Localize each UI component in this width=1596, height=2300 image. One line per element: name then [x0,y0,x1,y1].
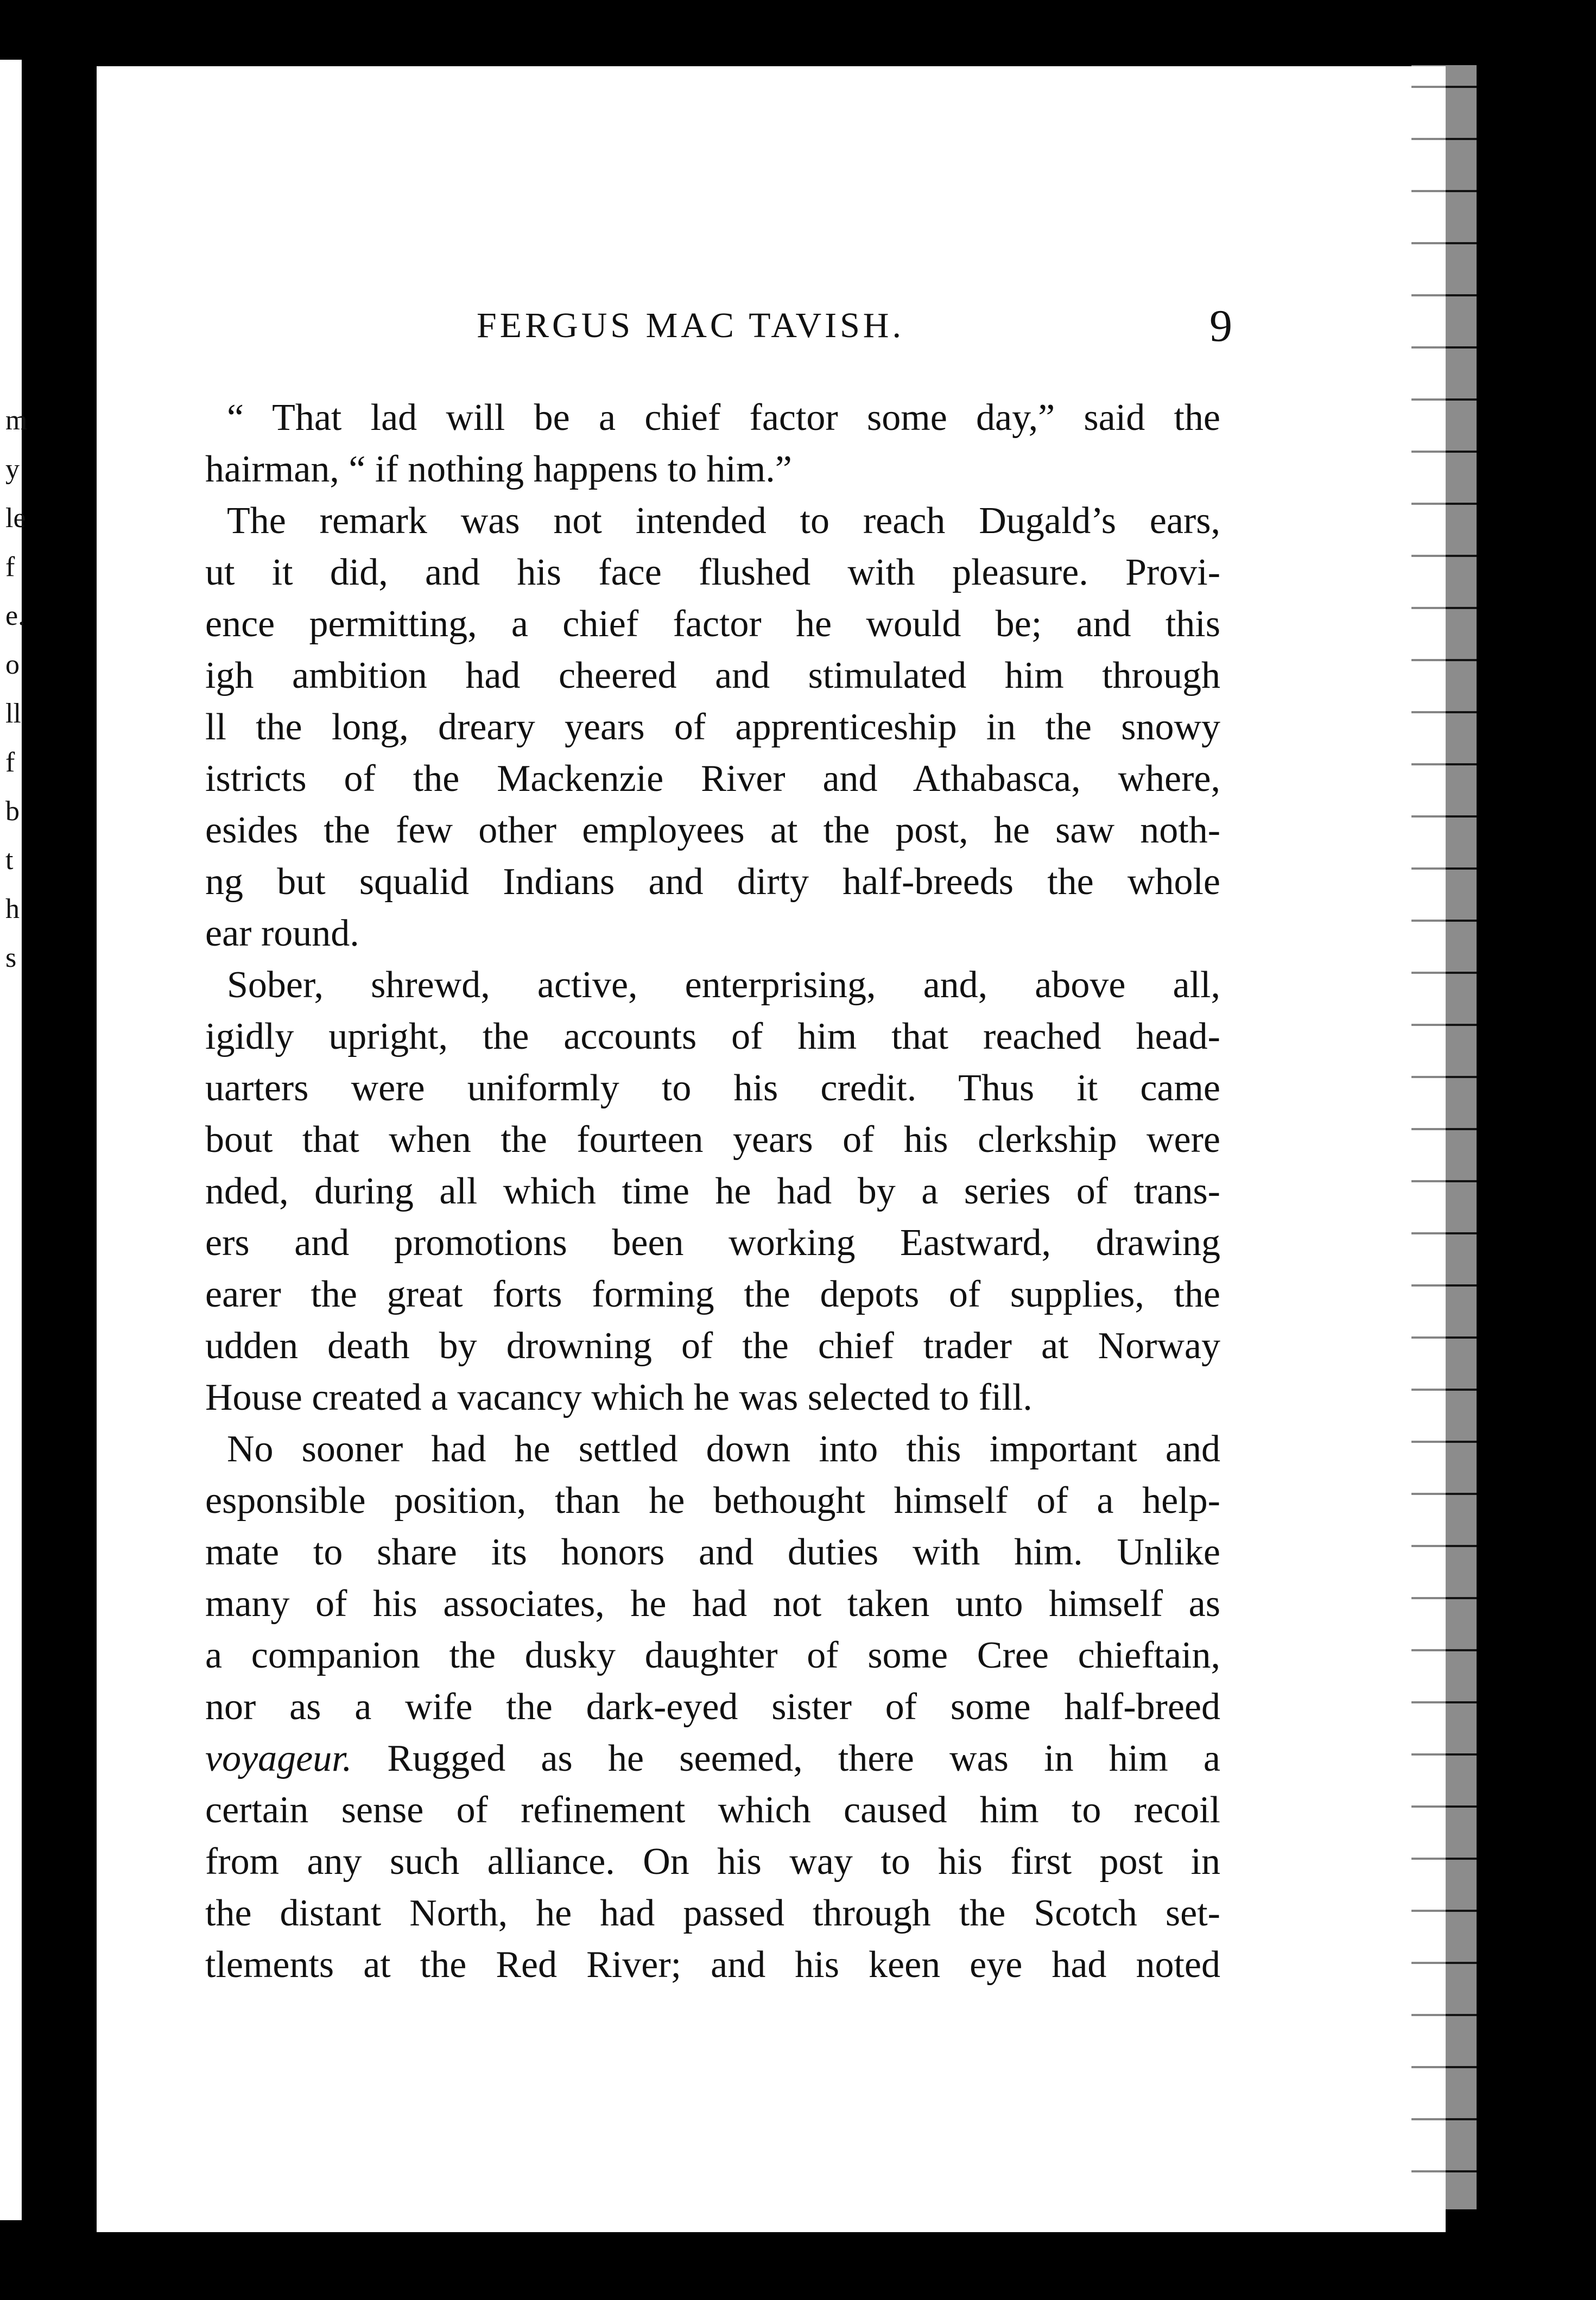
margin-fragment-glyph: h [5,894,20,924]
text-line [205,443,1220,495]
text-line [205,1114,1220,1165]
line-text: tlements at the Red River; and his keen eye had noted [205,1944,1220,1986]
line-text: The remark was not intended to reach Dugald’s ears, [227,500,1220,542]
page-body-text [205,392,1220,1991]
margin-fragment-glyph: f [5,552,15,582]
margin-fragment-glyph: b [5,796,20,827]
text-line [205,753,1220,804]
line-text: “ That lad will be a chief factor some day,” said the [227,397,1220,439]
text-line [205,1217,1220,1269]
line-text: the distant North, he had passed through the Scotch set- [205,1892,1220,1934]
text-line [205,1269,1220,1320]
line-text: ll the long, dreary years of apprenticeship in the snowy [205,706,1220,748]
line-text: certain sense of refinement which caused him to recoil [205,1789,1220,1831]
text-line [205,1939,1220,1991]
text-line [205,495,1220,547]
line-text: Sober, shrewd, active, enterprising, and, above all, [227,964,1220,1006]
line-text: ng but squalid Indians and dirty half-breeds the whole [205,861,1220,903]
line-text: ear round. [205,913,359,954]
margin-fragment-glyph: m [5,405,28,436]
book-page [97,66,1446,2232]
text-line [205,856,1220,908]
margin-fragment-glyph: t [5,845,14,876]
line-text: igh ambition had cheered and stimulated him through [205,655,1220,696]
text-line [205,547,1220,598]
italic-word: voyageur. [205,1738,352,1779]
line-text: nded, during all which time he had by a series of trans- [205,1170,1220,1212]
text-line [205,1423,1220,1475]
margin-fragment-glyph: le [5,503,26,534]
text-line [205,1887,1220,1939]
text-line [205,1011,1220,1062]
text-line [205,908,1220,959]
text-line [205,392,1220,443]
line-text: udden death by drowning of the chief trader at Norway [205,1325,1220,1367]
text-line [205,1836,1220,1887]
text-line [205,1320,1220,1372]
text-line [205,1733,1220,1784]
text-line [205,701,1220,753]
margin-fragment [5,396,28,983]
line-text: from any such alliance. On his way to his first post in [205,1841,1220,1883]
margin-fragment-glyph: ll [5,698,21,729]
line-text: esides the few other employees at the post, he saw noth- [205,809,1220,851]
margin-fragment-glyph: o [5,649,20,680]
running-header: FERGUS MAC TAVISH. [477,306,904,345]
line-text: ence permitting, a chief factor he would be; and this [205,603,1220,645]
margin-fragment-glyph: f [5,747,15,778]
line-text: earer the great forts forming the depots of supplies, the [205,1273,1220,1315]
line-text: many of his associates, he had not taken unto himself as [205,1583,1220,1625]
margin-fragment-glyph: e. [5,600,26,631]
text-line [205,1165,1220,1217]
line-text: Rugged as he seemed, there was in him a [352,1738,1220,1779]
text-line [205,1630,1220,1681]
text-line [205,959,1220,1011]
line-text: mate to share its honors and duties with him. Unlike [205,1531,1220,1573]
text-line [205,1526,1220,1578]
line-text: bout that when the fourteen years of his clerkship were [205,1119,1220,1161]
line-text: ers and promotions been working Eastward, drawing [205,1222,1220,1264]
line-text: uarters were uniformly to his credit. Thus it came [205,1067,1220,1109]
line-text: nor as a wife the dark-eyed sister of some half-breed [205,1686,1220,1728]
text-line [205,1578,1220,1630]
text-line [205,1372,1220,1423]
line-text: istricts of the Mackenzie River and Athabasca, where, [205,758,1220,800]
text-line [205,1475,1220,1526]
text-line [205,804,1220,856]
text-line [205,1784,1220,1836]
page-number: 9 [1209,301,1232,351]
line-text: hairman, “ if nothing happens to him.” [205,448,792,490]
scan-edge-artifacts [1411,65,1477,2209]
text-line [205,1681,1220,1733]
text-line [205,1062,1220,1114]
line-text: igidly upright, the accounts of him that reached head- [205,1016,1220,1057]
previous-page-edge [0,60,28,2220]
line-text: ut it did, and his face flushed with pleasure. Provi- [205,552,1220,593]
line-text: No sooner had he settled down into this important and [227,1428,1220,1470]
line-text: House created a vacancy which he was selected to fill. [205,1377,1033,1418]
line-text: a companion the dusky daughter of some Cree chieftain, [205,1634,1220,1676]
line-text: esponsible position, than he bethought himself of a help- [205,1480,1220,1522]
text-line [205,650,1220,701]
margin-fragment-glyph: s [5,942,17,973]
margin-fragment-glyph: y [5,454,20,485]
text-line [205,598,1220,650]
